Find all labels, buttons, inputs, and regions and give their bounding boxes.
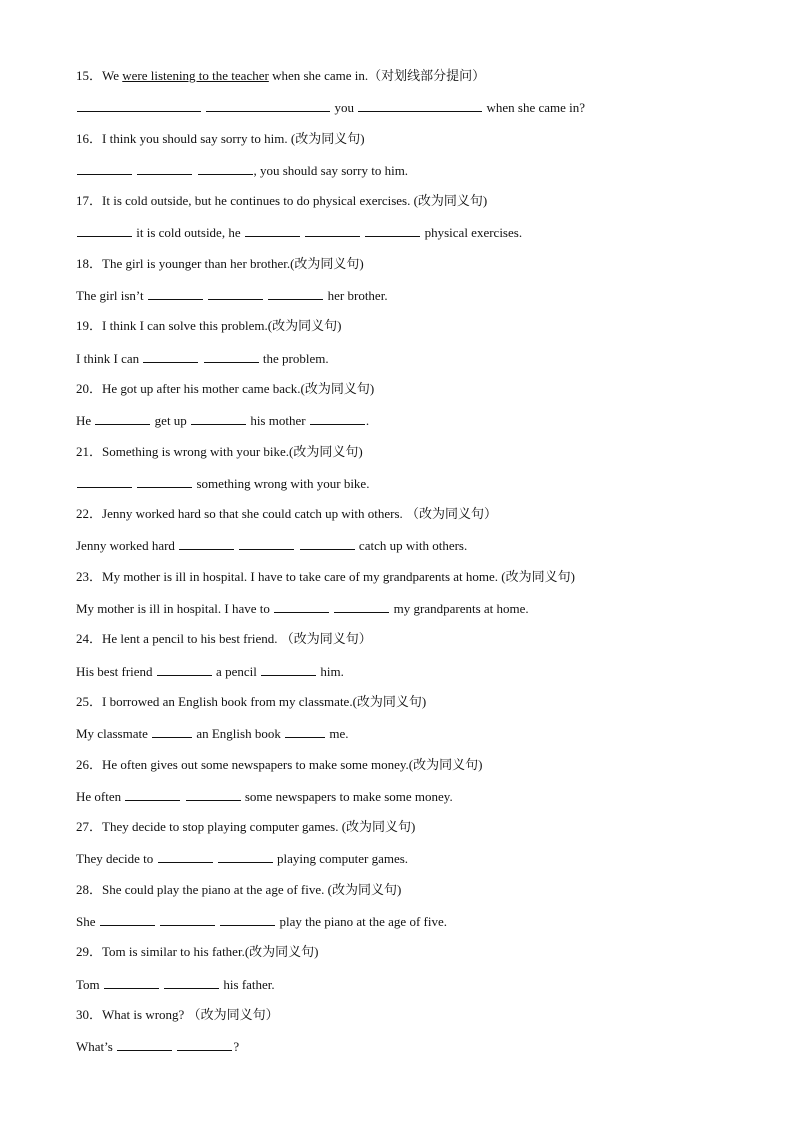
question-15 bbox=[76, 66, 754, 97]
question-number: 25． bbox=[76, 693, 103, 709]
answer-blank[interactable] bbox=[158, 848, 213, 863]
answer-text: What’s bbox=[76, 1039, 117, 1055]
question-number: 16． bbox=[76, 130, 103, 146]
question-text: He got up after his mother came back.(改为同义句) bbox=[102, 380, 375, 396]
answer-blank[interactable] bbox=[160, 911, 215, 926]
answer-text: physical exercises. bbox=[421, 225, 523, 241]
question-number: 15． bbox=[76, 68, 103, 83]
answer-blank[interactable] bbox=[358, 97, 482, 112]
question-text: It is cold outside, but he continues to do physical exercises. (改为同义句) bbox=[102, 193, 488, 209]
answer-23 bbox=[76, 598, 754, 629]
answer-blank[interactable] bbox=[245, 222, 300, 237]
question-text: He often gives out some newspapers to make some money.(改为同义句) bbox=[102, 756, 483, 772]
answer-21 bbox=[76, 473, 754, 504]
answer-text: Tom bbox=[76, 976, 103, 992]
answer-text: They decide to bbox=[76, 851, 157, 867]
question-text: Something is wrong with your bike.(改为同义句) bbox=[102, 443, 363, 459]
answer-blank[interactable] bbox=[365, 222, 420, 237]
answer-25 bbox=[76, 723, 754, 754]
answer-18 bbox=[76, 285, 754, 316]
answer-17 bbox=[76, 222, 754, 253]
answer-text bbox=[361, 225, 364, 240]
answer-blank[interactable] bbox=[208, 285, 263, 300]
question-number: 18． bbox=[76, 255, 103, 271]
question-number: 24． bbox=[76, 631, 103, 647]
answer-text: My classmate bbox=[76, 726, 152, 742]
answer-text: The girl isn’t bbox=[76, 288, 147, 304]
question-21 bbox=[76, 442, 754, 473]
question-text: Jenny worked hard so that she could catch up with others. （改为同义句） bbox=[102, 506, 497, 522]
answer-text: get up bbox=[151, 413, 191, 429]
answer-24 bbox=[76, 661, 754, 692]
answer-text bbox=[264, 288, 267, 303]
answer-text bbox=[160, 977, 163, 992]
answer-text bbox=[156, 914, 159, 929]
answer-blank[interactable] bbox=[100, 911, 155, 926]
answer-blank[interactable] bbox=[152, 723, 192, 738]
answer-22 bbox=[76, 535, 754, 566]
underlined-phrase: were listening to the teacher bbox=[122, 68, 269, 83]
question-text: What is wrong? （改为同义句） bbox=[102, 1006, 279, 1022]
answer-blank[interactable] bbox=[125, 786, 180, 801]
answer-text bbox=[133, 476, 136, 491]
question-22 bbox=[76, 504, 754, 535]
question-number: 21． bbox=[76, 443, 103, 459]
answer-blank[interactable] bbox=[77, 97, 201, 112]
answer-blank[interactable] bbox=[77, 222, 132, 237]
answer-30 bbox=[76, 1036, 754, 1067]
answer-blank[interactable] bbox=[117, 1036, 172, 1051]
question-number: 30． bbox=[76, 1006, 103, 1022]
question-text: We bbox=[102, 68, 123, 83]
answer-blank[interactable] bbox=[95, 410, 150, 425]
question-number: 22． bbox=[76, 506, 103, 522]
answer-text: I think I can bbox=[76, 350, 143, 366]
question-20 bbox=[76, 379, 754, 410]
answer-blank[interactable] bbox=[334, 598, 389, 613]
question-text: I borrowed an English book from my classmate.(改为同义句) bbox=[102, 693, 427, 709]
answer-text: playing computer games. bbox=[273, 851, 409, 867]
question-text: She could play the piano at the age of five. (改为同义句) bbox=[102, 881, 402, 897]
question-28 bbox=[76, 880, 754, 911]
question-text: when she came in.（对划线部分提问） bbox=[268, 68, 486, 83]
answer-text: Jenny worked hard bbox=[76, 538, 179, 554]
question-number: 20． bbox=[76, 380, 103, 396]
answer-text bbox=[133, 163, 136, 178]
question-number: 28． bbox=[76, 881, 103, 897]
answer-text: My mother is ill in hospital. I have to bbox=[76, 601, 274, 617]
answer-29 bbox=[76, 974, 754, 1005]
answer-text bbox=[235, 538, 238, 553]
answer-text: . bbox=[365, 413, 370, 429]
question-29 bbox=[76, 942, 754, 973]
answer-16 bbox=[76, 160, 754, 191]
answer-text: his mother bbox=[247, 413, 309, 429]
question-text: My mother is ill in hospital. I have to take care of my grandparents at home. (改为同义句) bbox=[102, 568, 575, 584]
question-number: 23． bbox=[76, 568, 103, 584]
question-19 bbox=[76, 316, 754, 347]
answer-blank[interactable] bbox=[177, 1036, 232, 1051]
question-25 bbox=[76, 692, 754, 723]
answer-text: He bbox=[76, 413, 95, 429]
question-text: I think I can solve this problem.(改为同义句) bbox=[102, 318, 342, 334]
answer-blank[interactable] bbox=[77, 160, 132, 175]
question-number: 29． bbox=[76, 944, 103, 960]
answer-text: some newspapers to make some money. bbox=[241, 788, 453, 804]
answer-blank[interactable] bbox=[285, 723, 325, 738]
question-number: 26． bbox=[76, 756, 103, 772]
answer-blank[interactable] bbox=[204, 348, 259, 363]
answer-blank[interactable] bbox=[218, 848, 273, 863]
question-30 bbox=[76, 1005, 754, 1036]
answer-blank[interactable] bbox=[191, 410, 246, 425]
question-24 bbox=[76, 629, 754, 660]
answer-text bbox=[204, 288, 207, 303]
answer-blank[interactable] bbox=[198, 160, 253, 175]
answer-text: me. bbox=[326, 726, 349, 742]
answer-text bbox=[214, 851, 217, 866]
answer-text bbox=[202, 100, 205, 115]
answer-text: She bbox=[76, 914, 99, 930]
answer-text bbox=[330, 601, 333, 616]
answer-text bbox=[173, 1039, 176, 1054]
answer-28 bbox=[76, 911, 754, 942]
answer-text: him. bbox=[317, 663, 344, 679]
answer-blank[interactable] bbox=[300, 535, 355, 550]
answer-blank[interactable] bbox=[206, 97, 330, 112]
answer-blank[interactable] bbox=[274, 598, 329, 613]
answer-blank[interactable] bbox=[137, 160, 192, 175]
question-27 bbox=[76, 817, 754, 848]
answer-15 bbox=[76, 97, 754, 128]
answer-text: something wrong with your bike. bbox=[193, 475, 370, 491]
answer-text: when she came in? bbox=[483, 100, 586, 116]
answer-text: play the piano at the age of five. bbox=[276, 914, 447, 930]
question-text: The girl is younger than her brother.(改为同义句) bbox=[102, 255, 364, 271]
answer-19 bbox=[76, 348, 754, 379]
answer-text bbox=[295, 538, 298, 553]
answer-text: a pencil bbox=[212, 663, 261, 679]
answer-27 bbox=[76, 848, 754, 879]
answer-text: the problem. bbox=[259, 350, 329, 366]
answer-text bbox=[199, 351, 202, 366]
answer-26 bbox=[76, 786, 754, 817]
answer-blank[interactable] bbox=[179, 535, 234, 550]
answer-text: , you should say sorry to him. bbox=[253, 162, 409, 178]
answer-text: His best friend bbox=[76, 663, 156, 679]
question-text: He lent a pencil to his best friend. （改为同义句） bbox=[102, 631, 372, 647]
answer-text: my grandparents at home. bbox=[390, 601, 529, 617]
question-23 bbox=[76, 567, 754, 598]
question-text: Tom is similar to his father.(改为同义句) bbox=[102, 944, 319, 960]
answer-blank[interactable] bbox=[164, 974, 219, 989]
question-26 bbox=[76, 755, 754, 786]
answer-text bbox=[181, 789, 184, 804]
answer-text bbox=[216, 914, 219, 929]
answer-text: catch up with others. bbox=[355, 538, 468, 554]
question-text: I think you should say sorry to him. (改为同义句) bbox=[102, 130, 365, 146]
answer-text: it is cold outside, he bbox=[133, 225, 244, 241]
question-18 bbox=[76, 254, 754, 285]
answer-text: ? bbox=[233, 1039, 240, 1055]
answer-text: He often bbox=[76, 788, 125, 804]
answer-20 bbox=[76, 410, 754, 441]
answer-blank[interactable] bbox=[77, 473, 132, 488]
question-17 bbox=[76, 191, 754, 222]
answer-blank[interactable] bbox=[186, 786, 241, 801]
question-16 bbox=[76, 129, 754, 160]
answer-blank[interactable] bbox=[157, 661, 212, 676]
answer-blank[interactable] bbox=[104, 974, 159, 989]
answer-text: his father. bbox=[220, 976, 275, 992]
answer-blank[interactable] bbox=[143, 348, 198, 363]
question-number: 27． bbox=[76, 819, 103, 835]
answer-blank[interactable] bbox=[239, 535, 294, 550]
answer-blank[interactable] bbox=[220, 911, 275, 926]
answer-blank[interactable] bbox=[305, 222, 360, 237]
question-text: They decide to stop playing computer games. (改为同义句) bbox=[102, 819, 416, 835]
answer-text bbox=[193, 163, 196, 178]
question-number: 17． bbox=[76, 193, 103, 209]
answer-blank[interactable] bbox=[261, 661, 316, 676]
answer-text: you bbox=[331, 100, 358, 116]
question-number: 19． bbox=[76, 318, 103, 334]
answer-blank[interactable] bbox=[268, 285, 323, 300]
answer-blank[interactable] bbox=[137, 473, 192, 488]
answer-blank[interactable] bbox=[148, 285, 203, 300]
answer-blank[interactable] bbox=[310, 410, 365, 425]
answer-text bbox=[301, 225, 304, 240]
answer-text: an English book bbox=[193, 726, 285, 742]
answer-text: her brother. bbox=[324, 288, 388, 304]
